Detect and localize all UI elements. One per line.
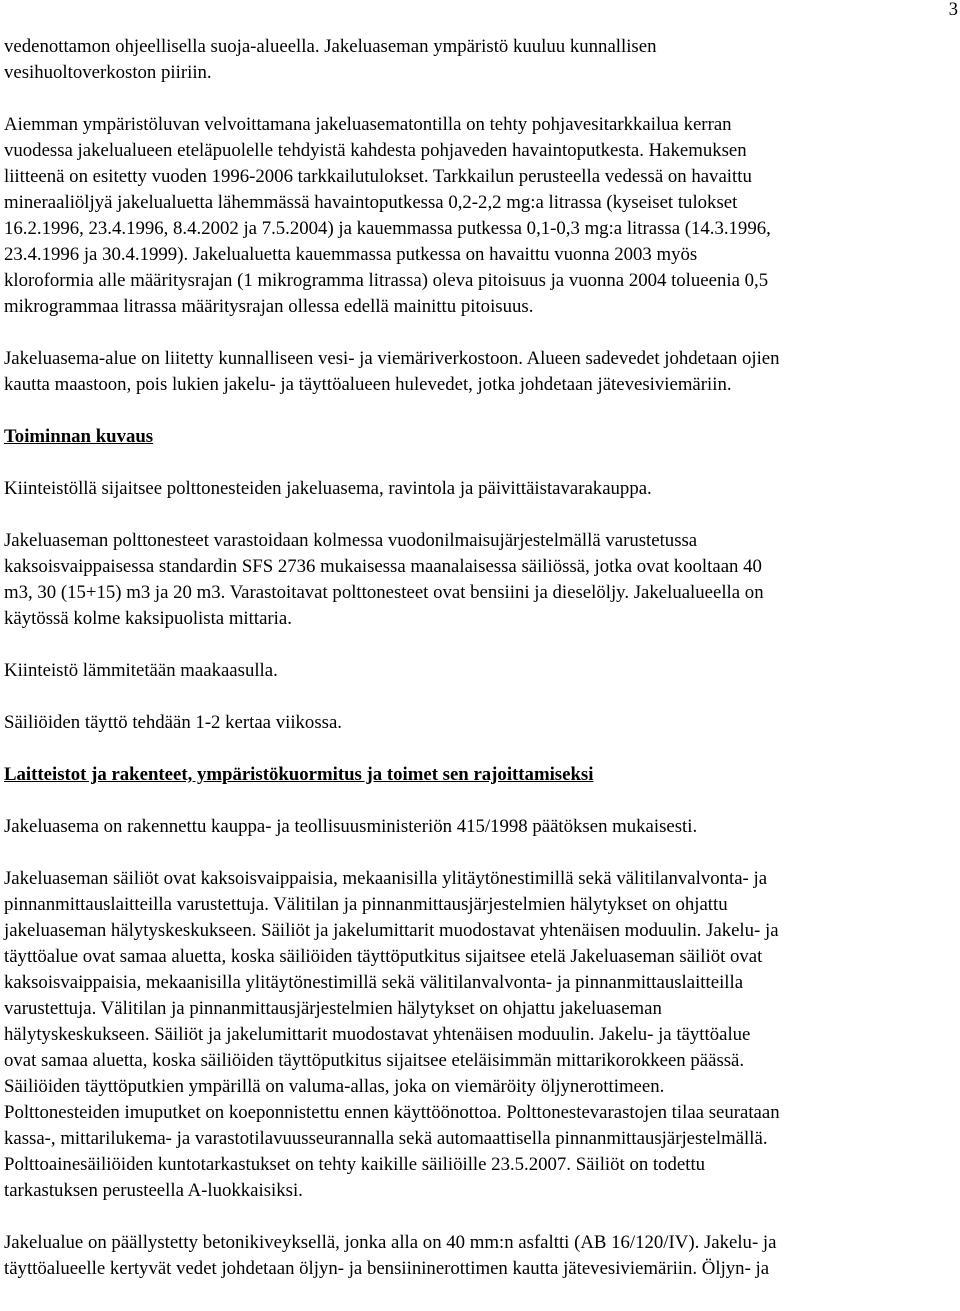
text-line: m3, 30 (15+15) m3 ja 20 m3. Varastoitavat polttonesteet ovat bensiini ja dieselöljy. Jakelualueella on [4,582,764,603]
paragraph-property [4,476,956,502]
paragraph-construction [4,814,956,840]
text-line: liitteenä on esitetty vuoden 1996-2006 tarkkailutulokset. Tarkkailun perusteella vedessä on havaittu [4,166,752,187]
text-line: pinnanmittauslaitteilla varustettuja. Välitilan ja pinnanmittausjärjestelmien hälytykset on ohjattu [4,894,728,915]
section-heading-equipment: Laitteistot ja rakenteet, ympäristökuormitus ja toimet sen rajoittamiseksi [4,764,594,785]
paragraph-tanks [4,866,956,1204]
text-line: tarkastuksen perusteella A-luokkaisiksi. [4,1180,303,1201]
text-line: täyttöalueelle kertyvät vedet johdetaan öljyn- ja bensiininerottimen kautta jätevesiviemäriin. Öljyn- ja [4,1258,770,1279]
text-line: Kiinteistöllä sijaitsee polttonesteiden jakeluasema, ravintola ja päivittäistavarakauppa. [4,478,652,499]
text-line: Jakeluaseman polttonesteet varastoidaan kolmessa vuodonilmaisujärjestelmällä varustetussa [4,530,698,551]
text-line: Jakeluasema-alue on liitetty kunnalliseen vesi- ja viemäriverkostoon. Alueen sadevedet johdetaan ojien [4,348,780,369]
text-line: 16.2.1996, 23.4.1996, 8.4.2002 ja 7.5.2004) ja kauemmassa putkessa 0,1-0,3 mg:a litrassa (14.3.1996, [4,218,771,239]
paragraph-fuel-storage [4,528,956,632]
paragraph-groundwater-area [4,34,956,86]
paragraph-sewer-connection [4,346,956,398]
text-line: vesihuoltoverkoston piiriin. [4,62,212,83]
text-line: kautta maastoon, pois lukien jakelu- ja täyttöalueen hulevedet, jotka johdetaan jätevesiviemäriin. [4,374,732,395]
text-line: Säiliöiden täyttöputkien ympärillä on valuma-allas, joka on viemäröity öljynerottimeen. [4,1076,665,1097]
text-line: 23.4.1996 ja 30.4.1999). Jakelualuetta kauemmassa putkessa on havaittu vuonna 2003 myös [4,244,698,265]
text-line: käytössä kolme kaksipuolista mittaria. [4,608,292,629]
section-heading-operations: Toiminnan kuvaus [4,426,154,447]
text-line: jakeluaseman hälytyskeskukseen. Säiliöt ja jakelumittarit muodostavat yhtenäisen moduulin. Jakelu- ja [4,920,779,941]
text-line: Säiliöiden täyttö tehdään 1-2 kertaa viikossa. [4,712,342,733]
document-body [4,34,956,1282]
text-line: ovat samaa aluetta, koska säiliöiden täyttöputkitus sijaitsee eteläisimmän mittarikorokkeen päässä. [4,1050,745,1071]
text-line: täyttöalue ovat samaa aluetta, koska säiliöiden täyttöputkitus sijaitsee etelä Jakeluaseman säiliöt ovat [4,946,763,967]
text-line: Jakeluaseman säiliöt ovat kaksoisvaippaisia, mekaanisilla ylitäytönestimillä sekä välitilanvalvonta- ja [4,868,768,889]
text-line: Kiinteistö lämmitetään maakaasulla. [4,660,278,681]
paragraph-paving [4,1230,956,1282]
paragraph-monitoring [4,112,956,320]
text-line: kaksoisvaippaisia, mekaanisilla ylitäytönestimillä sekä välitilanvalvonta- ja pinnanmittauslaitteilla [4,972,744,993]
text-line: Jakelualue on päällystetty betonikiveyksellä, jonka alla on 40 mm:n asfaltti (AB 16/120/IV). Jakelu- ja [4,1232,777,1253]
text-line: Aiemman ympäristöluvan velvoittamana jakeluasematontilla on tehty pohjavesitarkkailua kerran [4,114,732,135]
text-line: kloroformia alle määritysrajan (1 mikrogramma litrassa) oleva pitoisuus ja vuonna 2004 tolueenia 0,5 [4,270,769,291]
text-line: kaksoisvaippaisessa standardin SFS 2736 mukaisessa maanalaisessa säiliössä, jotka ovat kooltaan 40 [4,556,762,577]
text-line: mineraaliöljyä jakelualuetta lähemmässä havaintoputkessa 0,2-2,2 mg:a litrassa (kyseiset tulokset [4,192,738,213]
paragraph-heating [4,658,956,684]
text-line: mikrogrammaa litrassa määritysrajan ollessa edellä mainittu pitoisuus. [4,296,534,317]
text-line: varustettuja. Välitilan ja pinnanmittausjärjestelmien hälytykset on ohjattu jakeluaseman [4,998,662,1019]
text-line: hälytyskeskukseen. Säiliöt ja jakelumittarit muodostavat yhtenäisen moduulin. Jakelu- ja täyttöalue [4,1024,751,1045]
paragraph-refilling [4,710,956,736]
text-line: vedenottamon ohjeellisella suoja-alueella. Jakeluaseman ympäristö kuuluu kunnallisen [4,36,657,57]
text-line: Polttoainesäiliöiden kuntotarkastukset on tehty kaikille säiliöille 23.5.2007. Säiliöt on todettu [4,1154,706,1175]
text-line: Jakeluasema on rakennettu kauppa- ja teollisuusministeriön 415/1998 päätöksen mukaisesti. [4,816,698,837]
text-line: kassa-, mittarilukema- ja varastotilavuusseurannalla sekä automaattisella pinnanmittausjärjestelmällä. [4,1128,768,1149]
page-number: 3 [948,0,958,20]
text-line: vuodessa jakelualueen eteläpuolelle tehdyistä kahdesta pohjaveden havaintoputkesta. Hakemuksen [4,140,747,161]
text-line: Polttonesteiden imuputket on koeponnistettu ennen käyttöönottoa. Polttonestevarastojen tilaa seurataan [4,1102,780,1123]
